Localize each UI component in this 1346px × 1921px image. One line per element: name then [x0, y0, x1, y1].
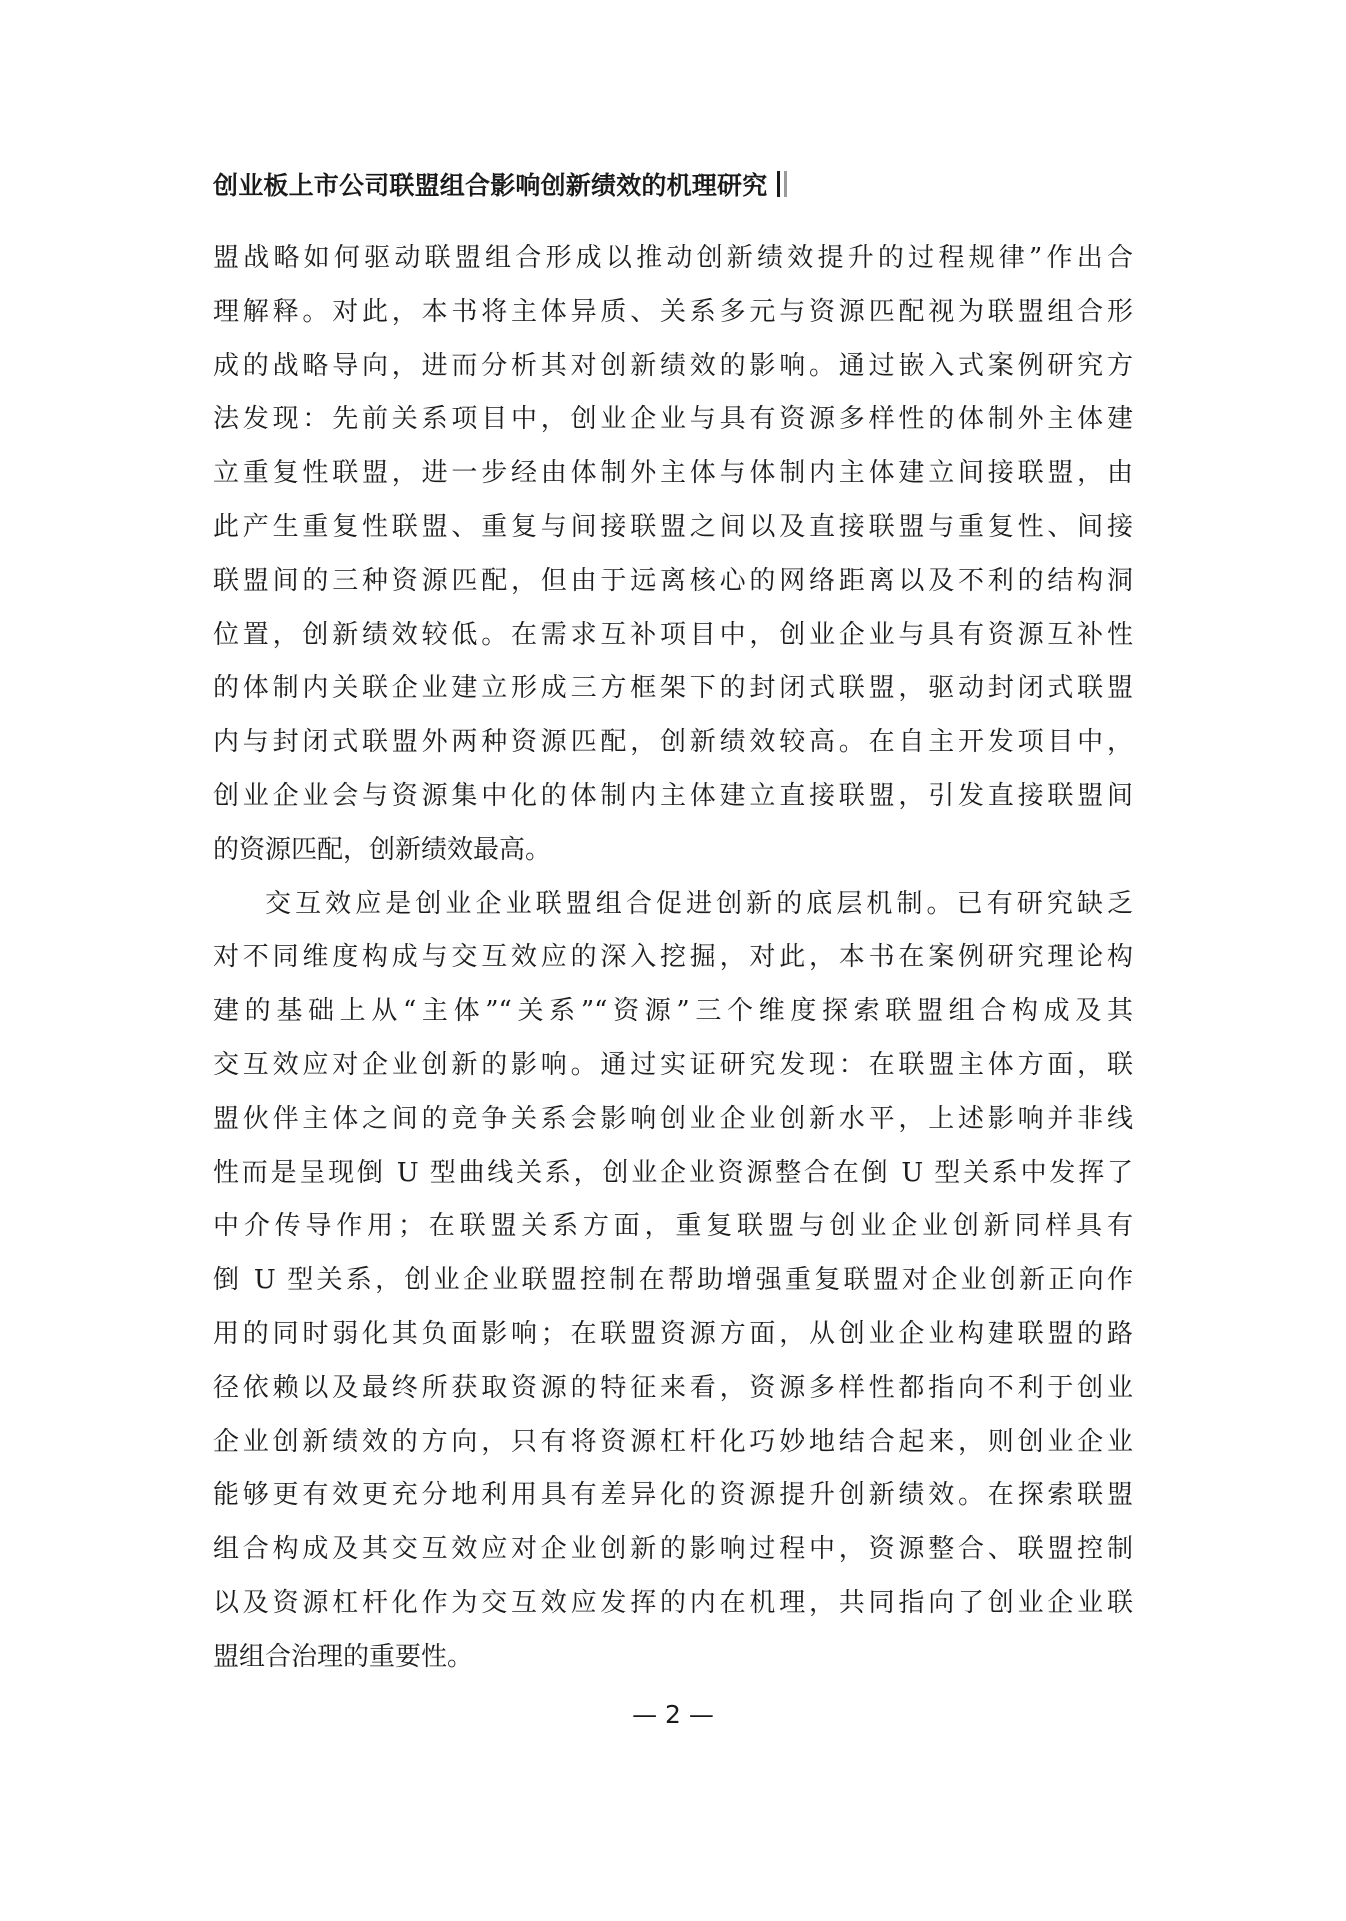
- text-line: 交互效应是创业企业联盟组合促进创新的底层机制。已有研究缺乏: [265, 888, 1133, 919]
- paragraph-2: [213, 878, 1133, 1685]
- text-line: 盟组合治理的重要性。: [213, 1641, 474, 1672]
- text-line: 性而是呈现倒 U 型曲线关系，创业企业资源整合在倒 U 型关系中发挥了: [213, 1157, 1133, 1188]
- running-header-title: 创业板上市公司联盟组合影响创新绩效的机理研究: [213, 171, 768, 200]
- page-number: — 2 —: [632, 1700, 714, 1729]
- text-line: 位置，创新绩效较低。在需求互补项目中，创业企业与具有资源互补性: [213, 619, 1133, 650]
- text-line: 对不同维度构成与交互效应的深入挖掘，对此，本书在案例研究理论构: [213, 942, 1133, 973]
- header-bar-dark: [777, 171, 780, 197]
- text-line: 联盟间的三种资源匹配，但由于远离核心的网络距离以及不利的结构洞: [213, 565, 1133, 596]
- text-line: 成的战略导向，进而分析其对创新绩效的影响。通过嵌入式案例研究方: [213, 350, 1133, 381]
- text-line: 以及资源杠杆化作为交互效应发挥的内在机理，共同指向了创业企业联: [213, 1587, 1133, 1618]
- text-line: 用的同时弱化其负面影响；在联盟资源方面，从创业企业构建联盟的路: [213, 1318, 1133, 1349]
- text-line: 创业企业会与资源集中化的体制内主体建立直接联盟，引发直接联盟间: [213, 780, 1133, 811]
- text-line: 建的基础上从“主体”“关系”“资源”三个维度探索联盟组合构成及其: [213, 996, 1133, 1027]
- text-line: 组合构成及其交互效应对企业创新的影响过程中，资源整合、联盟控制: [213, 1534, 1133, 1565]
- running-header: [213, 166, 787, 202]
- text-line: 交互效应对企业创新的影响。通过实证研究发现：在联盟主体方面，联: [213, 1049, 1133, 1080]
- text-line: 中介传导作用；在联盟关系方面，重复联盟与创业企业创新同样具有: [213, 1211, 1133, 1242]
- text-line: 理解释。对此，本书将主体异质、关系多元与资源匹配视为联盟组合形: [213, 296, 1133, 327]
- text-line: 能够更有效更充分地利用具有差异化的资源提升创新绩效。在探索联盟: [213, 1480, 1133, 1511]
- header-double-bar-icon: [777, 171, 787, 197]
- text-line: 盟战略如何驱动联盟组合形成以推动创新绩效提升的过程规律”作出合: [213, 243, 1133, 273]
- text-line: 法发现：先前关系项目中，创业企业与具有资源多样性的体制外主体建: [213, 404, 1133, 435]
- text-line: 立重复性联盟，进一步经由体制外主体与体制内主体建立间接联盟，由: [213, 458, 1133, 489]
- text-line: 倒 U 型关系，创业企业联盟控制在帮助增强重复联盟对企业创新正向作: [213, 1265, 1133, 1296]
- text-line: 盟伙伴主体之间的竞争关系会影响创业企业创新水平，上述影响并非线: [213, 1103, 1133, 1134]
- text-line: 的体制内关联企业建立形成三方框架下的封闭式联盟，驱动封闭式联盟: [213, 673, 1133, 704]
- text-line: 企业创新绩效的方向，只有将资源杠杆化巧妙地结合起来，则创业企业: [213, 1426, 1133, 1457]
- body-text: [213, 232, 1133, 1685]
- text-line: 的资源匹配，创新绩效最高。: [213, 834, 552, 865]
- text-line: 内与封闭式联盟外两种资源匹配，创新绩效较高。在自主开发项目中，: [213, 727, 1133, 758]
- paragraph-1: [213, 232, 1133, 878]
- text-line: 径依赖以及最终所获取资源的特征来看，资源多样性都指向不利于创业: [213, 1372, 1133, 1403]
- header-bar-gray: [784, 171, 787, 197]
- text-line: 此产生重复性联盟、重复与间接联盟之间以及直接联盟与重复性、间接: [213, 511, 1133, 542]
